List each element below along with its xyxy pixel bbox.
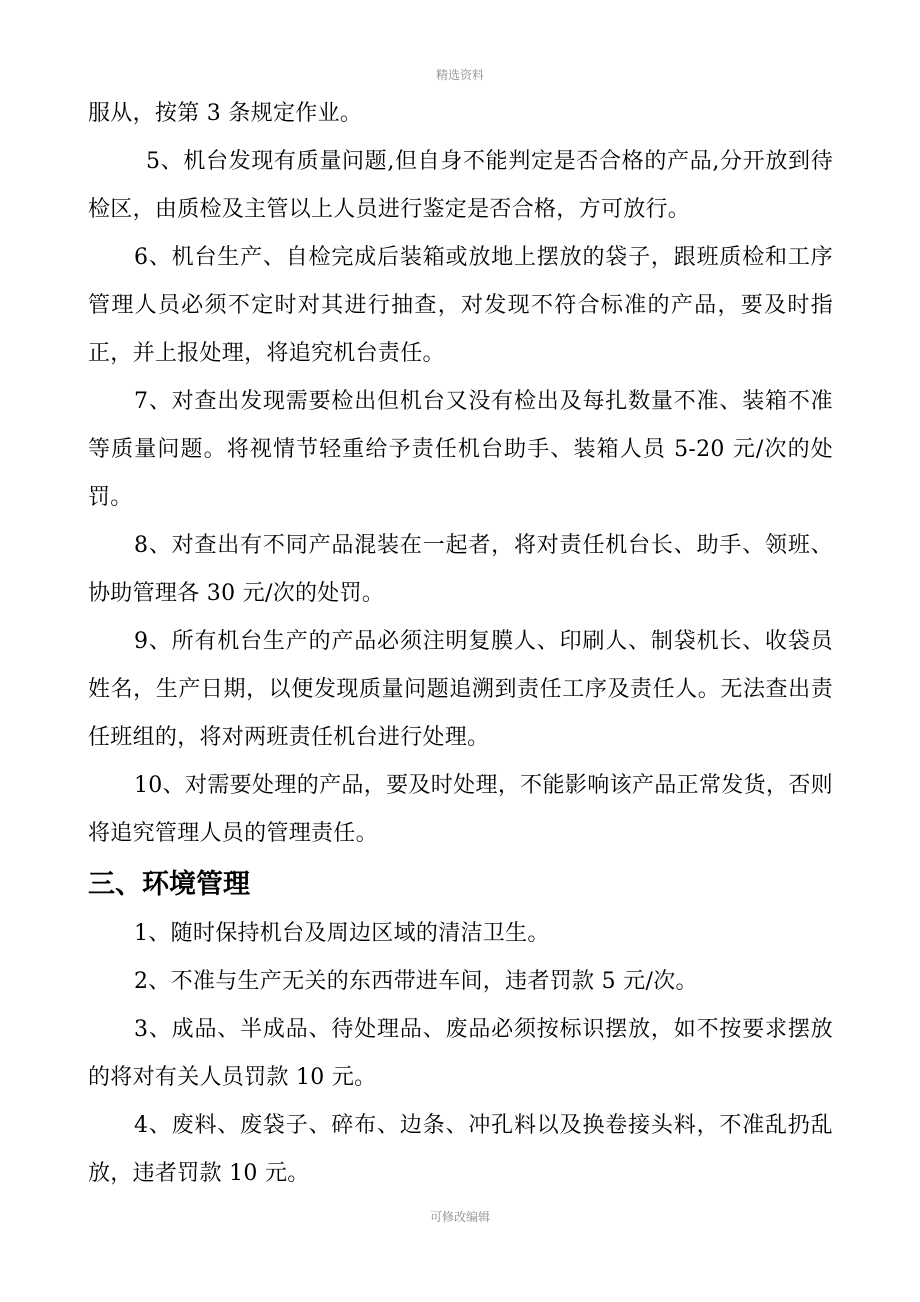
environment-item-2: 2、不准与生产无关的东西带进车间，违者罚款 5 元/次。 xyxy=(134,969,698,994)
quality-item-10: 10、对需要处理的产品，要及时处理，不能影响该产品正常发货，否则将追究管理人员的管理责任。 xyxy=(88,773,833,846)
environment-item-3: 3、成品、半成品、待处理品、废品必须按标识摆放，如不按要求摆放的将对有关人员罚款 10 元。 xyxy=(88,1017,833,1090)
document-body xyxy=(88,90,833,1198)
header-watermark: 精选资料 xyxy=(435,68,484,82)
quality-item-7: 7、对查出发现需要检出但机台又没有检出及每扎数量不准、装箱不准等质量问题。将视情节轻重给予责任机台助手、装箱人员 5-20 元/次的处罚。 xyxy=(88,389,833,510)
continuation-paragraph: 服从，按第 3 条规定作业。 xyxy=(88,101,363,126)
section-title-environment: 三、环境管理 xyxy=(88,869,250,900)
quality-item-5: 5、机台发现有质量问题,但自身不能判定是否合格的产品,分开放到待检区，由质检及主管以上人员进行鉴定是否合格，方可放行。 xyxy=(88,149,833,222)
quality-item-8: 8、对查出有不同产品混装在一起者，将对责任机台长、助手、领班、协助管理各 30 元/次的处罚。 xyxy=(88,533,833,606)
quality-item-6: 6、机台生产、自检完成后装箱或放地上摆放的袋子，跟班质检和工序管理人员必须不定时对其进行抽查，对发现不符合标准的产品，要及时指正，并上报处理，将追究机台责任。 xyxy=(88,245,833,366)
environment-item-4: 4、废料、废袋子、碎布、边条、冲孔料以及换卷接头料，不准乱扔乱放，违者罚款 10 元。 xyxy=(88,1113,833,1186)
footer-watermark: 可修改编辑 xyxy=(429,1210,490,1224)
quality-item-9: 9、所有机台生产的产品必须注明复膜人、印刷人、制袋机长、收袋员姓名，生产日期，以便发现质量问题追溯到责任工序及责任人。无法查出责任班组的，将对两班责任机台进行处理。 xyxy=(88,629,833,750)
environment-item-1: 1、随时保持机台及周边区域的清洁卫生。 xyxy=(134,921,550,946)
